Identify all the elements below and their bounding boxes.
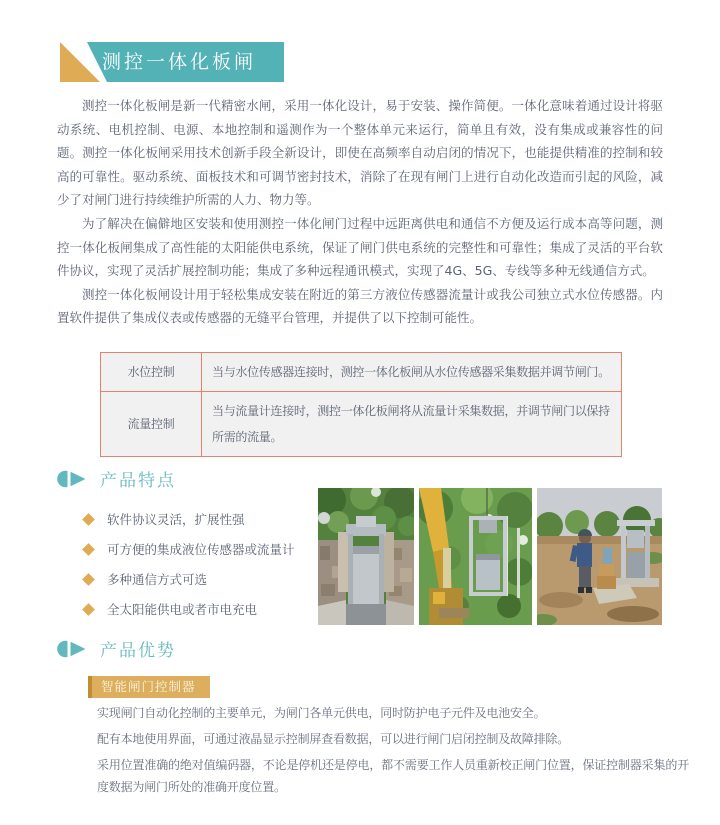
controller-desc-line: 配有本地使用界面，可通过液晶显示控制屏查看数据，可以进行闸门启闭控制及故障排除。	[97, 732, 570, 746]
control-mode-desc: 当与流量计连接时，测控一体化板闸将从流量计采集数据，并调节闸门以保持所需的流量。	[202, 392, 622, 457]
control-mode-desc: 当与水位传感器连接时，测控一体化板闸从水位传感器采集数据并调节闸门。	[202, 353, 622, 392]
title-banner	[60, 42, 284, 82]
table-row	[101, 392, 622, 457]
feature-text: 多种通信方式可选	[107, 572, 208, 587]
intro-paragraph: 测控一体化板闸是新一代精密水闸，采用一体化设计，易于安装、操作简便。一体化意味着通过设计将驱动系统、电机控制、电源、本地控制和遥测作为一个整体单元来运行，简单且有效，没有集成或兼容性的问题。测控一体化板闸采用技术创新手段全新设计，即使在高频率自动启闭的情况下，也能提供精准的控制和较高的可靠性。驱动系统、面板技术和可调节密封技术，消除了在现有闸门上进行自动化改造而引起的风险，减少了对闸门进行持续维护所需的人力、物力等。	[57, 98, 663, 208]
page-title: 测控一体化板闸	[101, 51, 256, 73]
section-title: 产品特点	[100, 471, 176, 491]
list-item	[84, 541, 314, 559]
feature-text: 可方便的集成液位传感器或流量计	[107, 542, 295, 557]
circle-arrow-icon	[57, 639, 87, 659]
control-modes-table	[100, 352, 622, 457]
control-mode-name: 流量控制	[101, 392, 202, 457]
list-item	[84, 601, 314, 619]
controller-desc-line: 采用位置准确的绝对值编码器，不论是停机还是停电，都不需要工作人员重新校正闸门位置，保证控制器采集的开度数据为闸门所处的准确开度位置。	[97, 758, 689, 794]
controller-label: 智能闸门控制器	[88, 676, 210, 698]
diamond-icon	[82, 573, 95, 586]
controller-desc-line: 实现闸门自动化控制的主要单元，为闸门各单元供电，同时防护电子元件及电池安全。	[97, 706, 546, 720]
diamond-icon	[82, 543, 95, 556]
table-row	[101, 353, 622, 392]
feature-text: 全太阳能供电或者市电充电	[107, 602, 258, 617]
photo-gate-crane-lift	[419, 488, 532, 625]
diamond-icon	[82, 603, 95, 616]
diamond-icon	[82, 513, 95, 526]
advantages-section-header	[57, 636, 176, 661]
controller-description	[97, 702, 689, 802]
list-item	[84, 571, 314, 589]
photo-gate-installation-worker	[537, 488, 662, 625]
intro-paragraph: 为了解决在偏僻地区安装和使用测控一体化闸门过程中远距离供电和通信不方便及运行成本高等问题，测控一体化板闸集成了高性能的太阳能供电系统，保证了闸门供电系统的完整性和可靠性；集成了灵活的平台软件协议，实现了灵活扩展控制功能；集成了多种远程通讯模式，实现了4G、5G、专线等多种无线通信方式。	[57, 215, 663, 279]
feature-text: 软件协议灵活，扩展性强	[107, 512, 245, 527]
photo-gate-installed	[318, 488, 414, 625]
intro-paragraphs	[57, 94, 663, 330]
list-item	[84, 511, 314, 529]
circle-arrow-icon	[57, 469, 87, 489]
intro-paragraph: 测控一体化板闸设计用于轻松集成安装在附近的第三方液位传感器流量计或我公司独立式水位传感器。内置软件提供了集成仪表或传感器的无缝平台管理，并提供了以下控制可能性。	[57, 286, 663, 326]
product-photos	[318, 488, 662, 625]
control-mode-name: 水位控制	[101, 353, 202, 392]
section-title: 产品优势	[100, 641, 176, 661]
features-section-header	[57, 466, 176, 491]
feature-list	[84, 511, 314, 631]
